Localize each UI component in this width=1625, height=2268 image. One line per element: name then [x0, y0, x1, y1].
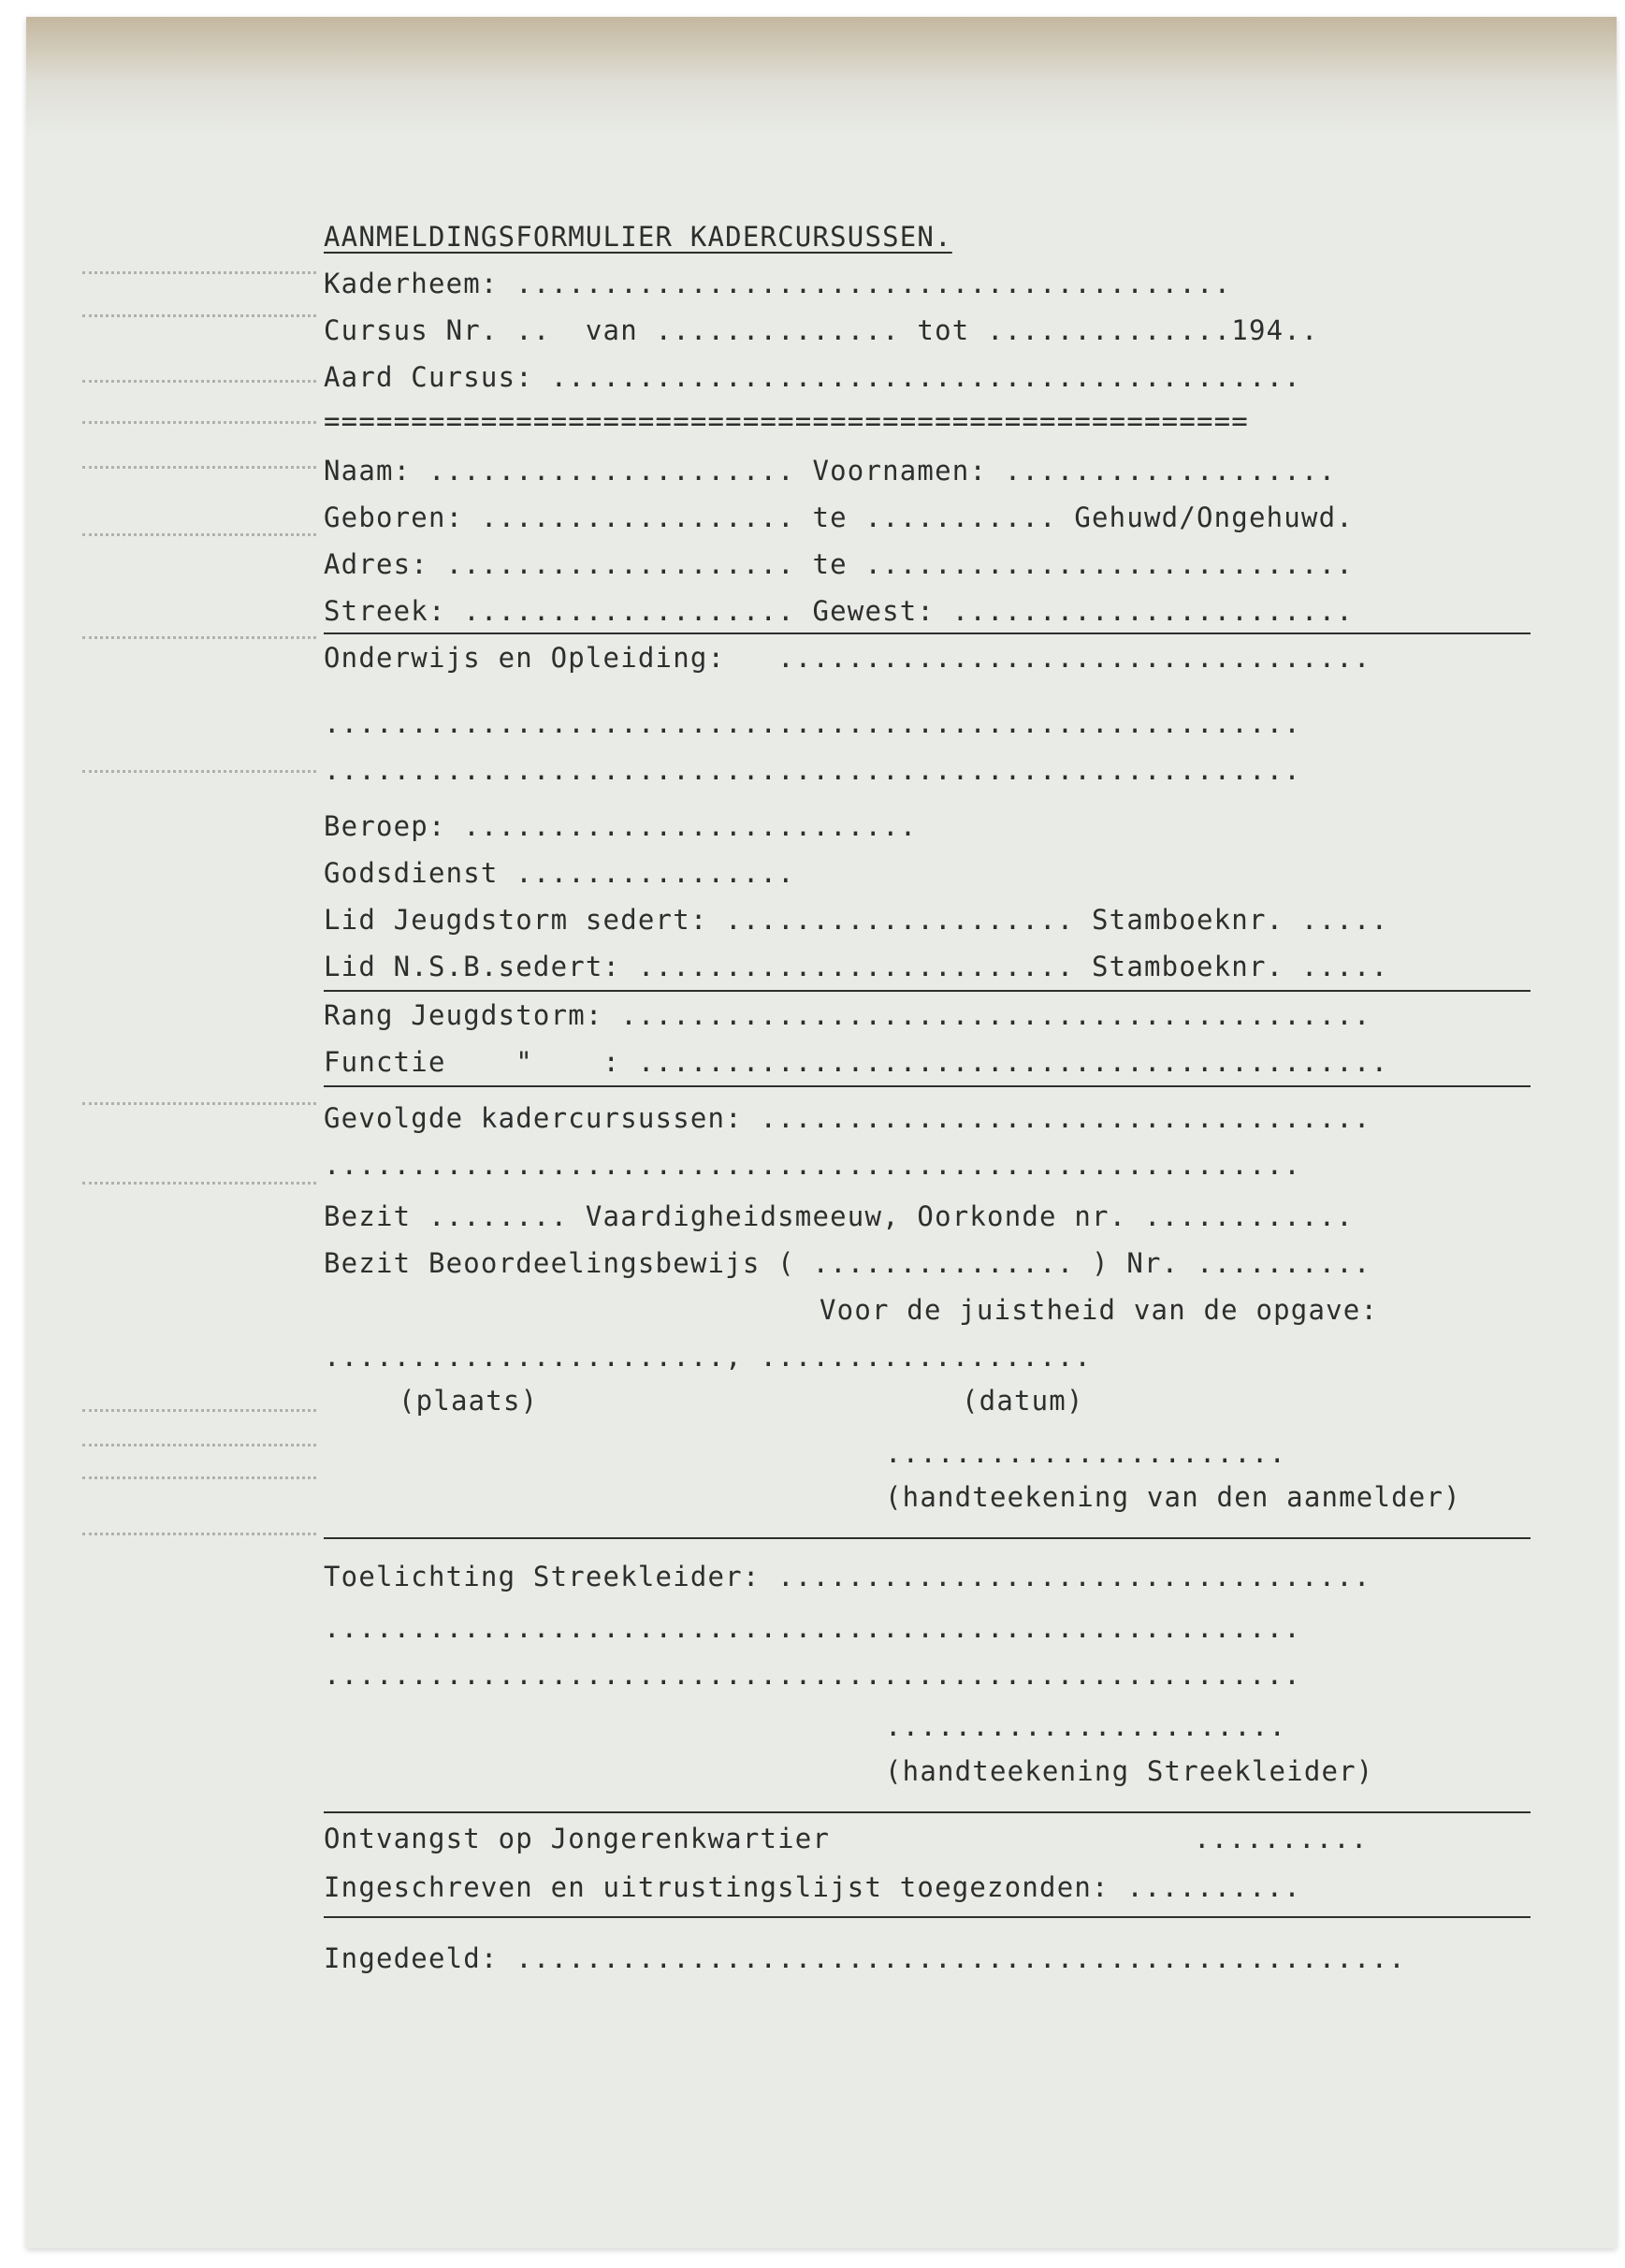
beroep-line: Beroep: ..........................: [324, 810, 918, 842]
bleed-through-dots: [82, 1444, 316, 1449]
bleed-through-dots: [82, 1182, 316, 1187]
bleed-through-dots: [82, 314, 316, 320]
section-divider: [324, 1916, 1531, 1918]
ingeschreven-line: Ingeschreven en uitrustingslijst toegezonden: ..........: [324, 1871, 1301, 1903]
kaderheem-line: Kaderheem: .........................................: [324, 268, 1232, 299]
form-title: AANMELDINGSFORMULIER KADERCURSUSSEN.: [324, 221, 952, 253]
onderwijs-dots-2: ........................................................: [324, 754, 1301, 786]
gevolgde-cursussen-line: Gevolgde kadercursussen: ...................................: [324, 1102, 1371, 1134]
plaats-label: (plaats): [399, 1385, 539, 1417]
gevolgde-dots: ........................................................: [324, 1149, 1301, 1181]
juistheid-line: Voor de juistheid van de opgave:: [820, 1294, 1379, 1326]
double-rule-line: =====================================================: [324, 405, 1249, 437]
ontvangst-line: Ontvangst op Jongerenkwartier: [324, 1823, 831, 1854]
ingedeeld-line: Ingedeeld: ...................................................: [324, 1942, 1406, 1974]
toelichting-dots-2: ........................................................: [324, 1659, 1301, 1691]
aanmelder-signature-label: (handteekening van den aanmelder): [885, 1481, 1461, 1513]
section-divider: [324, 1811, 1531, 1813]
toelichting-line: Toelichting Streekleider: ..................................: [324, 1561, 1371, 1592]
onderwijs-dots-1: ........................................................: [324, 707, 1301, 739]
bleed-through-dots: [82, 271, 316, 277]
streek-line: Streek: ................... Gewest: .......................: [324, 595, 1354, 627]
toelichting-dots-1: ........................................................: [324, 1612, 1301, 1644]
bezit-vaardigheid-line: Bezit ........ Vaardigheidsmeeuw, Oorkonde nr. ............: [324, 1200, 1354, 1232]
section-divider: [324, 1537, 1531, 1539]
aard-cursus-line: Aard Cursus: ...........................................: [324, 361, 1301, 393]
datum-label: (datum): [962, 1385, 1084, 1417]
bleed-through-dots: [82, 466, 316, 472]
bleed-through-dots: [82, 636, 316, 642]
streekleider-signature-label: (handteekening Streekleider): [885, 1755, 1374, 1787]
rang-line: Rang Jeugdstorm: ...........................................: [324, 999, 1371, 1031]
godsdienst-line: Godsdienst ................: [324, 857, 795, 889]
bleed-through-dots: [82, 1533, 316, 1538]
bleed-through-dots: [82, 380, 316, 385]
bezit-beoordeeling-line: Bezit Beoordeelingsbewijs ( ............... ) Nr. ..........: [324, 1247, 1371, 1279]
lid-nsb-line: Lid N.S.B.sedert: ......................... Stamboeknr. .....: [324, 951, 1389, 982]
bleed-through-dots: [82, 1409, 316, 1415]
section-divider: [324, 632, 1531, 634]
lid-jeugdstorm-line: Lid Jeugdstorm sedert: .................... Stamboeknr. .....: [324, 904, 1389, 936]
paper-stain: [26, 17, 1617, 138]
streekleider-signature-dots: .......................: [885, 1710, 1287, 1742]
bleed-through-dots: [82, 533, 316, 539]
section-divider: [324, 990, 1531, 992]
bleed-through-dots: [82, 421, 316, 427]
typed-form-sheet: [26, 17, 1617, 2248]
geboren-line: Geboren: .................. te ........... Gehuwd/Ongehuwd.: [324, 502, 1354, 533]
plaats-datum-dots: ......................., ...................: [324, 1341, 1093, 1373]
ontvangst-dots: ..........: [1194, 1823, 1369, 1854]
onderwijs-line: Onderwijs en Opleiding: ..................................: [324, 642, 1371, 674]
adres-line: Adres: .................... te ............................: [324, 548, 1354, 580]
bleed-through-dots: [82, 770, 316, 776]
cursus-line: Cursus Nr. .. van .............. tot ..............194..: [324, 314, 1319, 346]
functie-line: Functie " : ...........................................: [324, 1046, 1389, 1078]
naam-line: Naam: ..................... Voornamen: ...................: [324, 455, 1337, 487]
aanmelder-signature-dots: .......................: [885, 1437, 1287, 1469]
bleed-through-dots: [82, 1476, 316, 1482]
bleed-through-dots: [82, 1102, 316, 1108]
section-divider: [324, 1085, 1531, 1087]
